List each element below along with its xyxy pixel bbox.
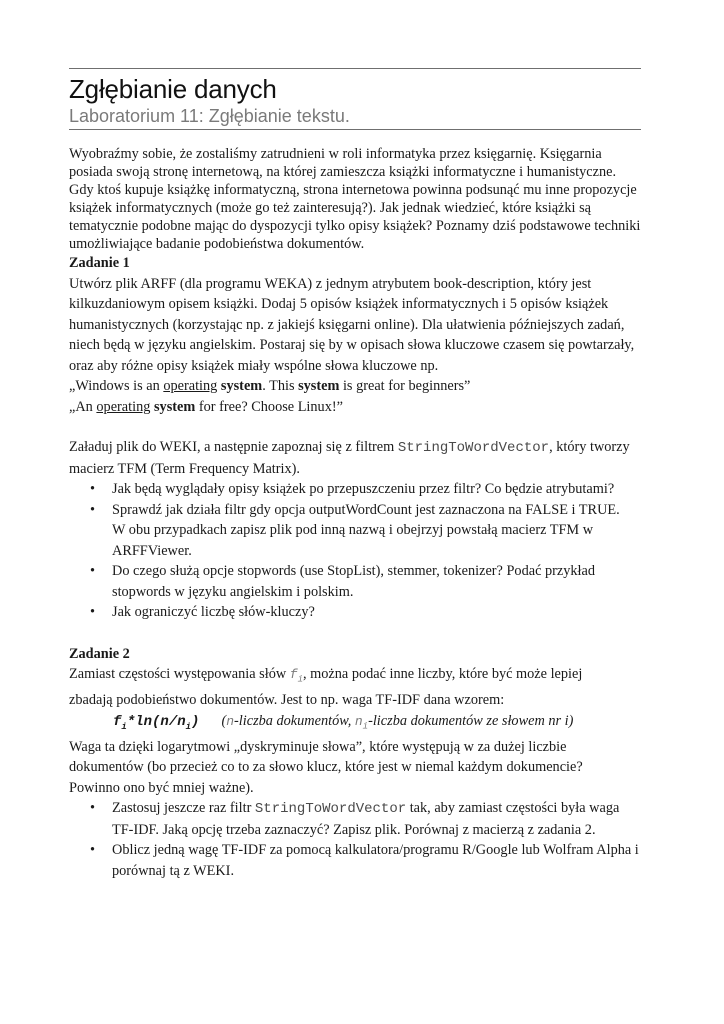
page-title: Zgłębianie danych [69,74,277,104]
code-filter-name: StringToWordVector [397,440,550,456]
load-instruction-line-2: macierz TFM (Term Frequency Matrix). [69,460,300,477]
intro-paragraph [69,145,641,253]
tfidf-formula: $f_i*\ln(n/n_i)$ [113,713,200,732]
intro-line: książek informatycznych (może go też zainteresują?). Jak jednak wiedzieć, które książki są [69,200,591,216]
bullet-icon: • [90,501,96,518]
task-1-line: oraz aby różne opisy książek miały wspólne słowa kluczowe np. [69,357,439,374]
list-item: • Jak ograniczyć liczbę słów-kluczy? [69,602,641,623]
task-2-line: dokumentów (bo przecież co to za słowo klucz, które jest w niemal każdym dokumencie? [69,759,583,776]
task-2-line: Zamiast częstości występowania słów $f_i$, można podać inne liczby, które być może lepiej [69,666,583,685]
task-1-line: niech będą w języku angielskim. Postaraj się by w opisach słowa kluczowe czasem się powtarzały, [69,337,635,353]
task-2-bullet-list [69,798,641,881]
task-1-heading: Zadanie 1 [69,255,130,271]
intro-line: posiada swoją stronę internetową, na której zamieszcza książki informatyczne i humanistyczne. [69,164,617,180]
header-rule-bottom [69,129,641,130]
example-sentence-1: „Windows is an operating system. This system is great for beginners” [69,378,471,394]
task-1-section [69,253,641,623]
list-item: • Oblicz jedną wagę TF-IDF za pomocą kalkulatora/programu R/Google lub Wolfram Alpha i porównaj tą z WEKI. [90,842,639,879]
intro-line: tematycznie podobne mając do dyspozycji tylko opisy książek? Poznamy dziś podstawowe techniki [69,218,641,234]
underlined-word: operating [96,398,151,415]
bullet-icon: • [90,481,96,497]
load-instruction: Załaduj plik do WEKI, a następnie zapoznaj się z filtrem StringToWordVector, który tworzy [69,439,630,456]
task-2-heading: Zadanie 2 [69,645,130,662]
task-2-line: zbadają podobieństwo dokumentów. Jest to np. waga TF-IDF dana wzorem: [69,692,505,709]
task-1-line: humanistycznych (korzystając np. z jakiejś księgarni online). Dla ułatwienia późniejszych zadań, [69,316,625,333]
frequency-symbol: $f_i$ [289,667,303,685]
task-1-bullet-list [69,479,641,623]
underlined-word: operating [163,378,218,394]
tfidf-formula-row [69,711,641,737]
intro-line: umożliwiające badanie podobieństwa dokumentów. [69,236,365,252]
example-sentence-2: „An operating system for free? Choose Linux!” [69,398,343,415]
bullet-icon: • [90,563,96,579]
bold-word: system [298,378,340,394]
task-1-line: kilkuzdaniowym opisem książki. Dodaj 5 opisów książek informatycznych i 5 opisów książek [69,296,609,312]
list-item: • Sprawdź jak działa filtr gdy opcja outputWordCount jest zaznaczona na FALSE i TRUE. W obu przypadkach zapisz plik pod inną nazwą i obejrzyj powstałą macierz TFM w ARFFViewer. [90,501,620,559]
list-item: • Jak będą wyglądały opisy książek po przepuszczeniu przez filtr? Co będzie atrybutami? [69,479,641,500]
formula-legend: (n-liczba dokumentów, $n_i$-liczba dokumentów ze słowem nr i) [221,712,574,732]
document-content [69,0,641,881]
task-2-section [69,644,641,882]
list-item: • Do czego służą opcje stopwords (use StopList), stemmer, tokenizer? Podać przykład stopwords w języku angielskim i polskim. [90,563,596,600]
bullet-icon: • [90,604,96,620]
task-2-line: Powinno ono być mniej ważne). [69,779,254,796]
bold-word: system [220,378,263,394]
list-item: • Zastosuj jeszcze raz filtr StringToWordVector tak, aby zamiast częstości była waga TF-IDF. Jaką opcję trzeba zaznaczyć? Zapisz plik. Porównaj z macierzą z zadania 2. [90,800,620,838]
header-rule-top [69,68,641,69]
bullet-icon: • [90,800,96,817]
page-subtitle: Laboratorium 11: Zgłębianie tekstu. [69,106,350,126]
paragraph-gap [69,417,641,437]
bullet-icon: • [90,842,96,859]
code-filter-name: StringToWordVector [254,801,407,818]
intro-line: Wyobraźmy sobie, że zostaliśmy zatrudnieni w roli informatyka przez księgarnię. Księgarnia [69,146,602,162]
task-1-line: Utwórz plik ARFF (dla programu WEKA) z jednym atrybutem book-description, który jest [69,275,592,292]
intro-line: Gdy ktoś kupuje książkę informatyczną, strona internetowa powinna podsunąć mu inne propozycje [69,182,637,198]
task-2-line: Waga ta dzięki logarytmowi „dyskryminuje słowa”, które występują w za dużej liczbie [69,738,567,755]
bold-word: system [153,398,196,415]
